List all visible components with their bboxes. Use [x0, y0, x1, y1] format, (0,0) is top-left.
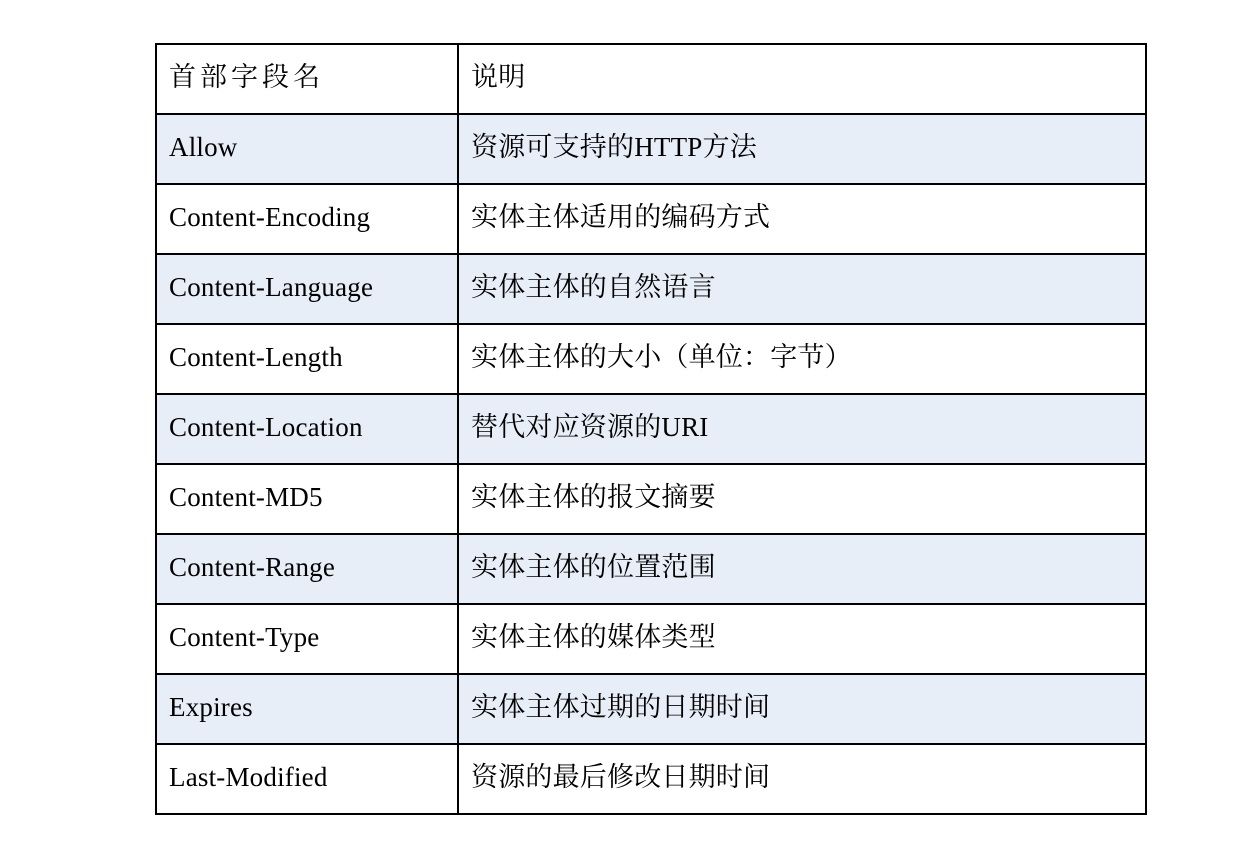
- cell-description: 实体主体的自然语言: [458, 254, 1146, 324]
- cell-description: 资源的最后修改日期时间: [458, 744, 1146, 814]
- table-row: [156, 254, 1146, 324]
- cell-description: 实体主体的位置范围: [458, 534, 1146, 604]
- cell-field: Allow: [156, 114, 458, 184]
- cell-description: 实体主体的媒体类型: [458, 604, 1146, 674]
- cell-description: 实体主体的大小（单位：字节）: [458, 324, 1146, 394]
- column-header-description: 说明: [458, 44, 1146, 114]
- header-fields-table-container: [155, 43, 1145, 815]
- table-row: [156, 534, 1146, 604]
- cell-description: 资源可支持的HTTP方法: [458, 114, 1146, 184]
- table-row: [156, 744, 1146, 814]
- cell-field: Content-Encoding: [156, 184, 458, 254]
- table-row: [156, 674, 1146, 744]
- table-header-row: [156, 44, 1146, 114]
- cell-description: 替代对应资源的URI: [458, 394, 1146, 464]
- table-row: [156, 604, 1146, 674]
- cell-field: Last-Modified: [156, 744, 458, 814]
- cell-field: Content-Type: [156, 604, 458, 674]
- cell-field: Content-Length: [156, 324, 458, 394]
- table-row: [156, 114, 1146, 184]
- cell-field: Content-Range: [156, 534, 458, 604]
- cell-description: 实体主体的报文摘要: [458, 464, 1146, 534]
- table-row: [156, 464, 1146, 534]
- table-row: [156, 324, 1146, 394]
- table-row: [156, 184, 1146, 254]
- cell-field: Content-Location: [156, 394, 458, 464]
- cell-field: Expires: [156, 674, 458, 744]
- cell-field: Content-MD5: [156, 464, 458, 534]
- cell-field: Content-Language: [156, 254, 458, 324]
- table-row: [156, 394, 1146, 464]
- cell-description: 实体主体过期的日期时间: [458, 674, 1146, 744]
- column-header-field: 首部字段名: [156, 44, 458, 114]
- header-fields-table: [155, 43, 1147, 815]
- cell-description: 实体主体适用的编码方式: [458, 184, 1146, 254]
